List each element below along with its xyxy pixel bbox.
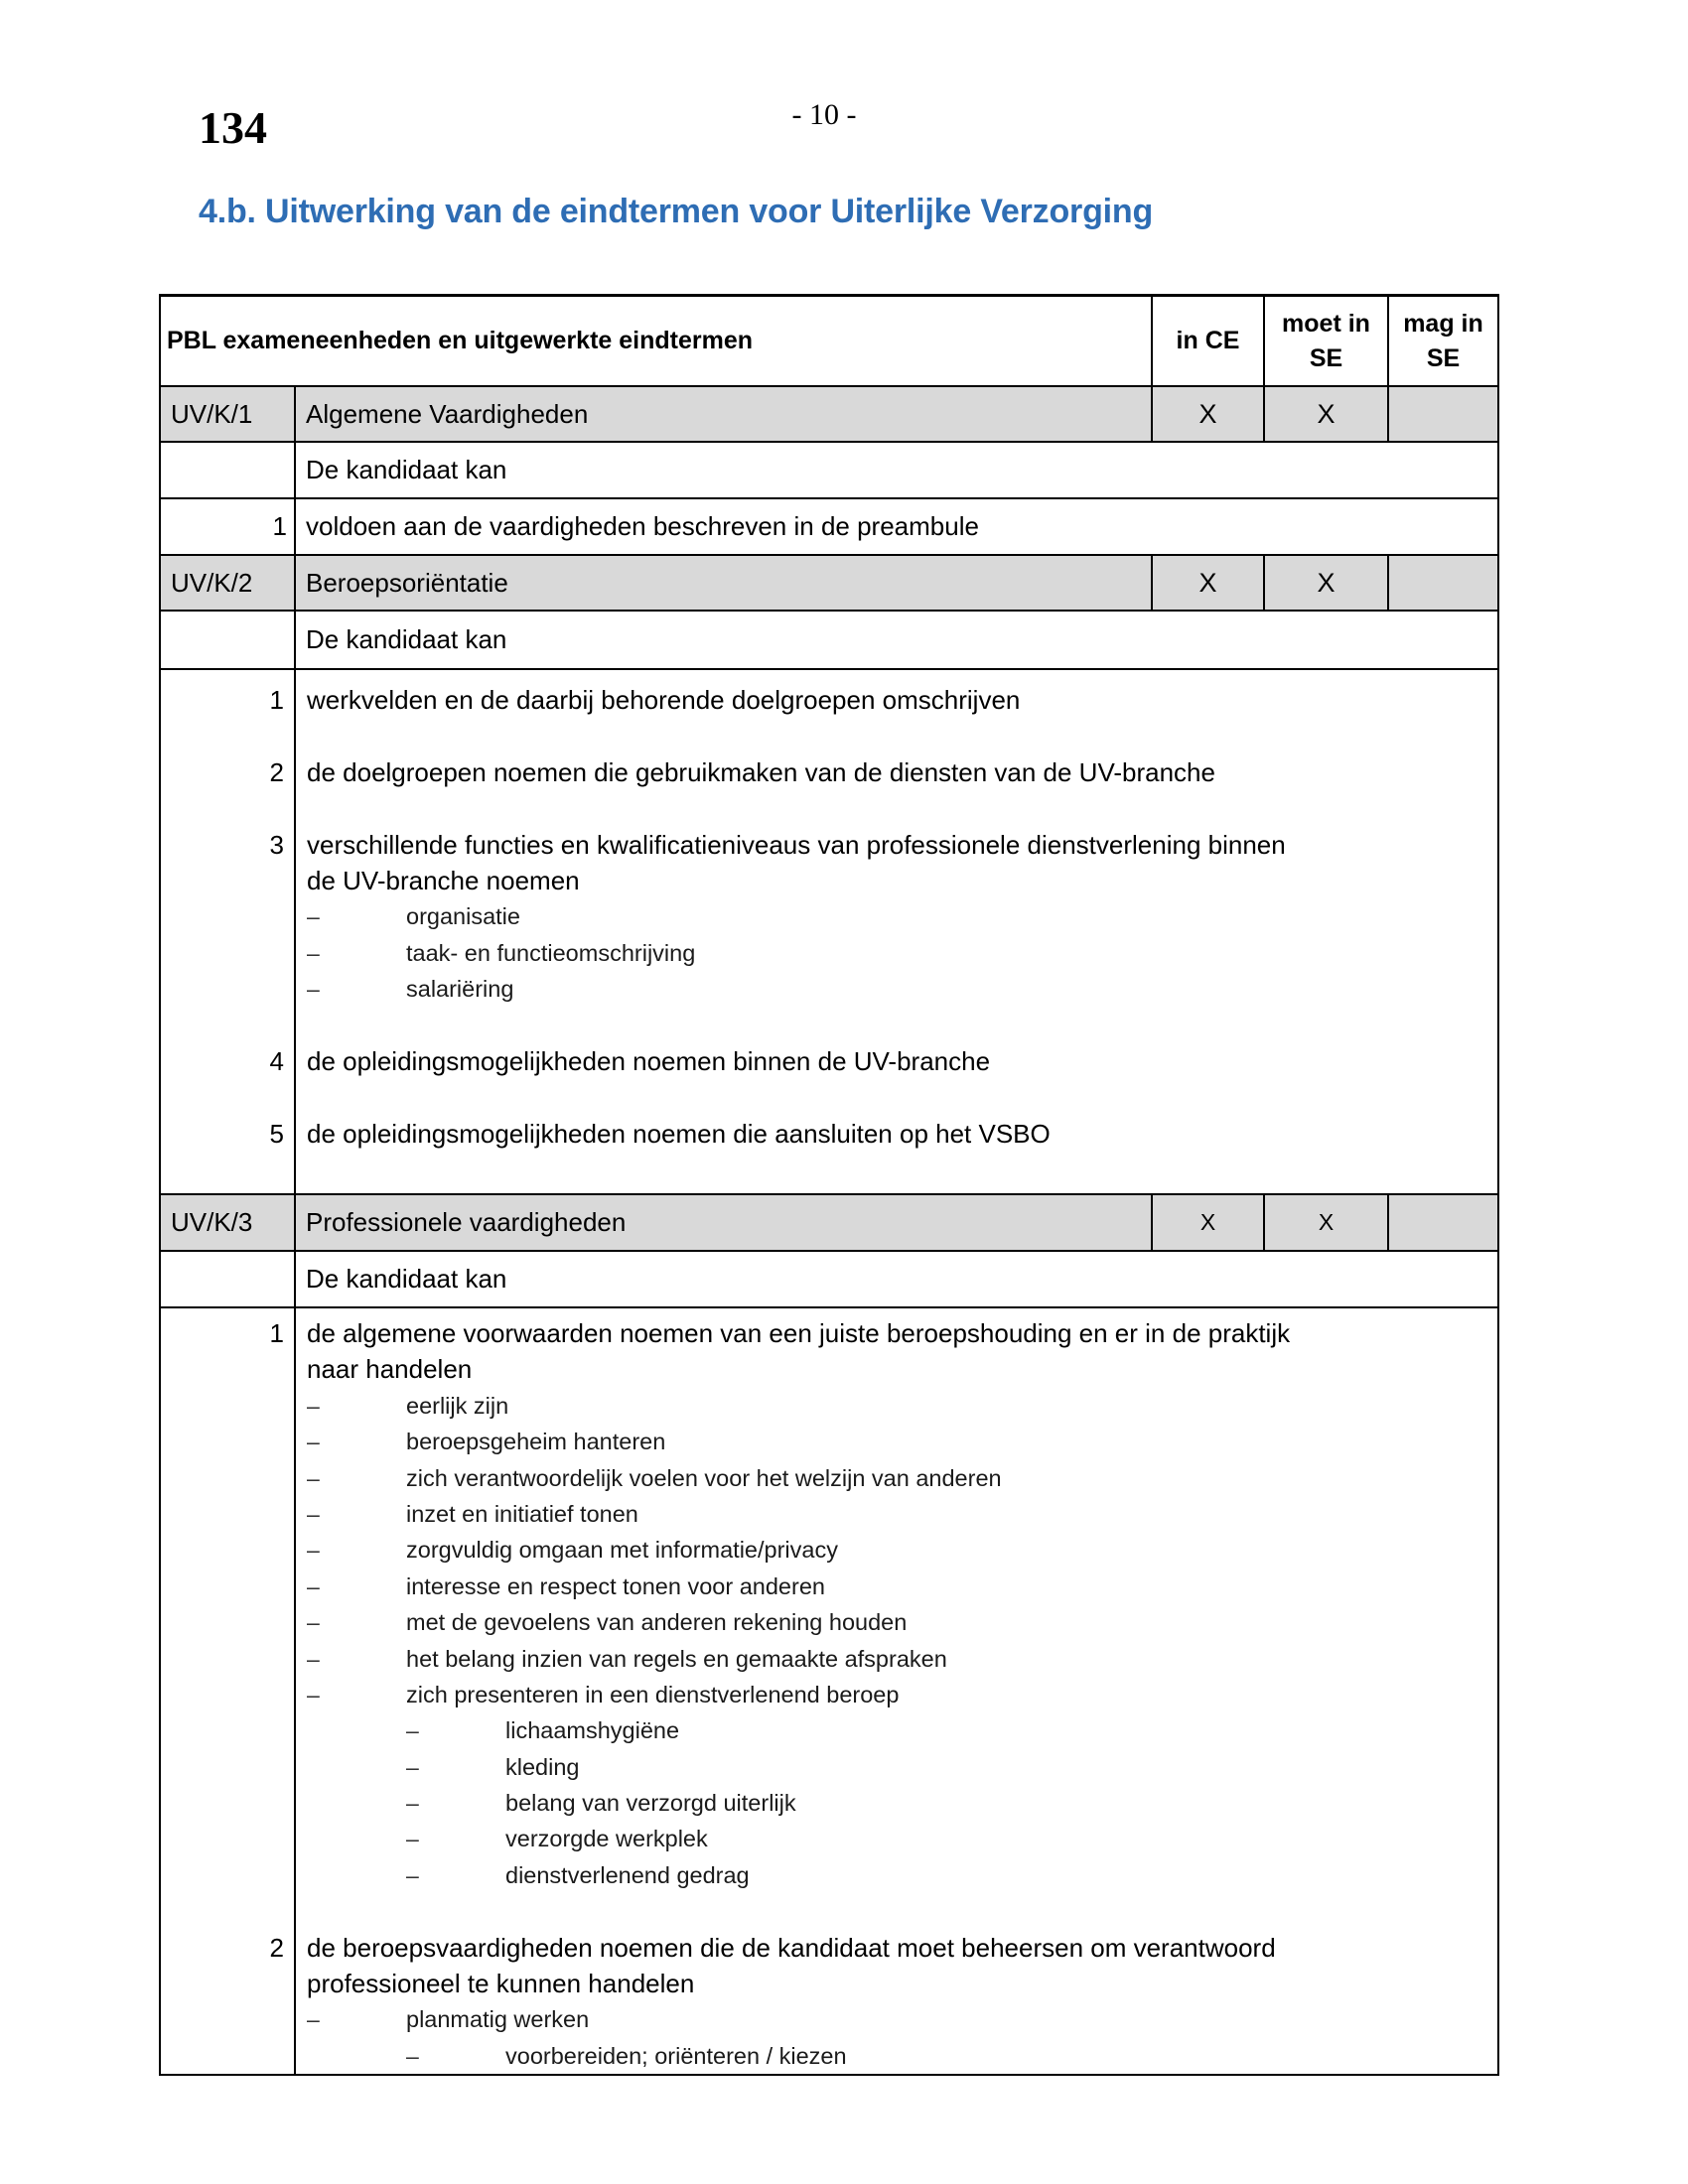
items-block bbox=[269, 1308, 1495, 2074]
unit-name: Professionele vaardigheden bbox=[306, 1207, 627, 1237]
sub-sub-item-text: kleding bbox=[505, 1753, 580, 1780]
unit-code: UV/K/2 bbox=[171, 567, 253, 598]
dash-bullet-icon: – bbox=[406, 1790, 419, 1817]
section-title: 4.b. Uitwerking van de eindtermen voor Uiterlijke Verzorging bbox=[199, 193, 1154, 230]
sub-item-text: planmatig werken bbox=[406, 2006, 590, 2033]
item-text: voldoen aan de vaardigheden beschreven in de preambule bbox=[306, 511, 979, 541]
dash-bullet-icon: – bbox=[307, 1464, 320, 1491]
sub-sub-item bbox=[296, 1821, 1495, 1856]
dash-bullet-icon: – bbox=[307, 1392, 320, 1419]
item-number: 2 bbox=[269, 1932, 284, 1963]
dash-bullet-icon: – bbox=[307, 2006, 320, 2033]
item-text: werkvelden en de daarbij behorende doelgroepen omschrijven bbox=[307, 685, 1021, 715]
moet-in-se-mark: X bbox=[1317, 398, 1336, 429]
header-mag-line1: mag in bbox=[1403, 309, 1483, 338]
sub-item-text: eerlijk zijn bbox=[406, 1392, 509, 1419]
sub-item-text: zorgvuldig omgaan met informatie/privacy bbox=[406, 1537, 838, 1564]
items-block bbox=[269, 670, 1495, 1152]
header-moet-line1: moet in bbox=[1282, 309, 1370, 338]
sub-sub-item-text: belang van verzorgd uiterlijk bbox=[505, 1790, 796, 1817]
sub-sub-item bbox=[296, 1857, 1495, 1893]
sub-item-text: met de gevoelens van anderen rekening houden bbox=[406, 1609, 908, 1636]
dash-bullet-icon: – bbox=[406, 1753, 419, 1780]
header-in-ce: in CE bbox=[1176, 327, 1240, 354]
item-number: 1 bbox=[272, 511, 287, 541]
table-border-right bbox=[1497, 294, 1499, 2076]
item-line bbox=[269, 827, 1495, 863]
sub-item-text: salariëring bbox=[406, 976, 514, 1003]
sub-sub-item-text: dienstverlenend gedrag bbox=[505, 1861, 750, 1888]
sub-item bbox=[296, 1460, 1495, 1496]
sub-item bbox=[296, 971, 1495, 1007]
dash-bullet-icon: – bbox=[307, 1429, 320, 1455]
sub-item bbox=[296, 1677, 1495, 1712]
header-mag-in-se bbox=[1389, 297, 1497, 385]
item-text: de algemene voorwaarden noemen van een juiste beroepshouding en er in de praktijk bbox=[307, 1318, 1291, 1348]
sub-item bbox=[296, 1496, 1495, 1532]
item-line bbox=[269, 1043, 1495, 1079]
item-number: 5 bbox=[269, 1118, 284, 1149]
item-text: de opleidingsmogelijkheden noemen die aansluiten op het VSBO bbox=[307, 1118, 1051, 1149]
dash-bullet-icon: – bbox=[307, 1572, 320, 1599]
item-number: 4 bbox=[269, 1045, 284, 1076]
sub-item-text: organisatie bbox=[406, 903, 520, 930]
sub-item bbox=[296, 898, 1495, 934]
item-text: de doelgroepen noemen die gebruikmaken van de diensten van de UV-branche bbox=[307, 756, 1215, 787]
sub-sub-item bbox=[296, 2038, 1495, 2074]
sub-sub-item bbox=[296, 1749, 1495, 1785]
unit-name: Algemene Vaardigheden bbox=[306, 398, 589, 429]
item-line bbox=[269, 1315, 1495, 1351]
item-number: 1 bbox=[269, 1318, 284, 1348]
item-number: 3 bbox=[269, 829, 284, 860]
item-number: 2 bbox=[269, 756, 284, 787]
item-line bbox=[296, 863, 1495, 898]
mag-in-se-mark bbox=[1389, 556, 1497, 610]
dash-bullet-icon: – bbox=[406, 1826, 419, 1852]
dash-bullet-icon: – bbox=[307, 976, 320, 1003]
sub-item bbox=[296, 2001, 1495, 2037]
sub-item bbox=[296, 1569, 1495, 1604]
unit-code: UV/K/3 bbox=[171, 1207, 253, 1237]
eindtermen-table bbox=[159, 294, 1499, 2076]
sub-item-text: interesse en respect tonen voor anderen bbox=[406, 1572, 825, 1599]
sub-item-text: inzet en initiatief tonen bbox=[406, 1500, 638, 1527]
item-line bbox=[296, 1351, 1495, 1387]
item-text: de opleidingsmogelijkheden noemen binnen de UV-branche bbox=[307, 1045, 991, 1076]
sub-item bbox=[296, 935, 1495, 971]
item-text: verschillende functies en kwalificatieniveaus van professionele dienstverlening binnen bbox=[307, 829, 1286, 860]
header-main: PBL exameneenheden en uitgewerkte eindtermen bbox=[167, 327, 754, 354]
table-border-bottom bbox=[159, 2074, 1499, 2076]
sub-item-text: zich presenteren in een dienstverlenend beroep bbox=[406, 1681, 900, 1707]
sub-sub-item bbox=[296, 1712, 1495, 1748]
sub-item bbox=[296, 1532, 1495, 1568]
in-ce-mark: X bbox=[1198, 398, 1217, 429]
dash-bullet-icon: – bbox=[307, 939, 320, 966]
dash-bullet-icon: – bbox=[307, 1500, 320, 1527]
dash-bullet-icon: – bbox=[406, 2042, 419, 2069]
in-ce-mark: X bbox=[1198, 567, 1217, 598]
item-number: 1 bbox=[269, 685, 284, 715]
item-line bbox=[269, 1116, 1495, 1152]
sub-item bbox=[296, 1424, 1495, 1459]
dash-bullet-icon: – bbox=[307, 1609, 320, 1636]
sub-item bbox=[296, 1388, 1495, 1424]
sub-sub-item bbox=[296, 1785, 1495, 1821]
folio: - 10 - bbox=[791, 98, 857, 131]
sub-item bbox=[296, 1604, 1495, 1640]
item-line bbox=[296, 1966, 1495, 2001]
page-number: 134 bbox=[199, 102, 267, 153]
unit-name: Beroepsoriëntatie bbox=[306, 567, 508, 598]
dash-bullet-icon: – bbox=[307, 1537, 320, 1564]
dash-bullet-icon: – bbox=[307, 903, 320, 930]
mag-in-se-mark bbox=[1389, 1195, 1497, 1250]
sub-sub-item-text: voorbereiden; oriënteren / kiezen bbox=[505, 2042, 847, 2069]
header-moet-in-se bbox=[1265, 297, 1387, 385]
moet-in-se-mark: X bbox=[1317, 567, 1336, 598]
intro-text: De kandidaat kan bbox=[306, 455, 507, 484]
sub-item-text: beroepsgeheim hanteren bbox=[406, 1429, 666, 1455]
sub-item-text: taak- en functieomschrijving bbox=[406, 939, 696, 966]
item-line bbox=[269, 682, 1495, 718]
dash-bullet-icon: – bbox=[406, 1717, 419, 1744]
item-line bbox=[269, 754, 1495, 790]
dash-bullet-icon: – bbox=[406, 1861, 419, 1888]
header-mag-line2: SE bbox=[1426, 343, 1461, 372]
item-text: professioneel te kunnen handelen bbox=[307, 1969, 695, 1999]
sub-item-text: zich verantwoordelijk voelen voor het welzijn van anderen bbox=[406, 1464, 1002, 1491]
unit-code: UV/K/1 bbox=[171, 398, 253, 429]
intro-text: De kandidaat kan bbox=[306, 624, 507, 654]
sub-sub-item-text: verzorgde werkplek bbox=[505, 1826, 708, 1852]
sub-sub-item-text: lichaamshygiëne bbox=[505, 1717, 680, 1744]
item-text: naar handelen bbox=[307, 1354, 473, 1385]
sub-item bbox=[296, 1641, 1495, 1677]
mag-in-se-mark bbox=[1389, 387, 1497, 441]
in-ce-mark: X bbox=[1199, 1209, 1216, 1235]
moet-in-se-mark: X bbox=[1318, 1209, 1335, 1235]
item-line bbox=[269, 1930, 1495, 1966]
dash-bullet-icon: – bbox=[307, 1681, 320, 1707]
item-text: de UV-branche noemen bbox=[307, 865, 580, 895]
item-text: de beroepsvaardigheden noemen die de kandidaat moet beheersen om verantwoord bbox=[307, 1932, 1276, 1963]
sub-item-text: het belang inzien van regels en gemaakte afspraken bbox=[406, 1645, 947, 1672]
dash-bullet-icon: – bbox=[307, 1645, 320, 1672]
header-moet-line2: SE bbox=[1309, 343, 1343, 372]
intro-text: De kandidaat kan bbox=[306, 1264, 507, 1294]
